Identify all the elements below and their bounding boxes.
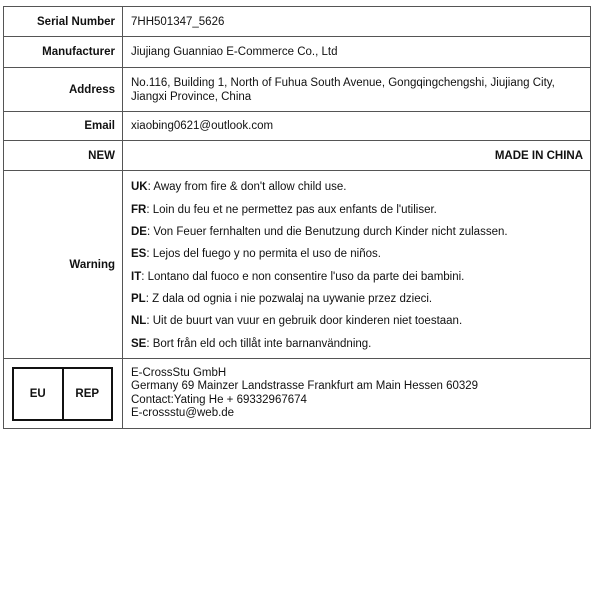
manufacturer-value: Jiujiang Guanniao E-Commerce Co., Ltd	[123, 37, 591, 68]
warning-code: DE	[131, 226, 147, 239]
serial-value: 7HH501347_5626	[123, 7, 591, 37]
warning-code: ES	[131, 248, 147, 261]
eu-rep-lines	[131, 367, 583, 421]
warning-line-se	[131, 337, 583, 351]
warning-text: : Away from fire & don't allow child use.	[147, 181, 347, 194]
eu-rep-email: E-crossstu@web.de	[131, 407, 235, 419]
warning-code: NL	[131, 315, 147, 328]
warning-line-it	[131, 270, 583, 284]
warning-line-nl	[131, 314, 583, 328]
warning-text: : Loin du feu et ne permettez pas aux enfants de l'utiliser.	[146, 203, 437, 216]
warning-text: : Lejos del fuego y no permita el uso de niños.	[146, 248, 381, 261]
eu-rep-company: E-CrossStu GmbH	[131, 366, 227, 379]
warning-list	[131, 178, 583, 350]
warning-code: SE	[131, 337, 147, 350]
warning-text: : Lontano dal fuoco e non consentire l'uso da parte dei bambini.	[141, 270, 465, 283]
warning-line-fr	[131, 203, 583, 217]
warning-code: IT	[131, 270, 142, 283]
manufacturer-label: Manufacturer	[4, 37, 123, 68]
warning-text: : Bort från eld och tillåt inte barnanvändning.	[146, 337, 372, 350]
eu-rep-details	[123, 359, 591, 429]
eu-rep-address: Germany 69 Mainzer Landstrasse Frankfurt am Main Hessen 60329	[131, 380, 479, 392]
warning-line-es	[131, 247, 583, 261]
warning-label: Warning	[4, 171, 123, 359]
serial-label: Serial Number	[4, 7, 123, 37]
warning-row	[4, 171, 591, 359]
warning-line-de	[131, 225, 583, 239]
email-row	[4, 112, 591, 141]
warning-code: PL	[131, 292, 146, 305]
eu-box: EU	[14, 369, 64, 419]
warning-code: FR	[131, 203, 147, 216]
warning-text: : Z dala od ognia i nie pozwalaj na uywanie przez dzieci.	[145, 292, 433, 305]
eu-rep-symbol	[12, 367, 113, 421]
warning-code: UK	[131, 181, 148, 194]
new-row	[4, 141, 591, 171]
email-value: xiaobing0621@outlook.com	[123, 112, 591, 141]
eu-rep-contact: Contact:Yating He + 69332967674	[131, 393, 307, 406]
serial-row	[4, 7, 591, 37]
warning-text: : Uit de buurt van vuur en gebruik door kinderen niet toestaan.	[146, 315, 463, 328]
warning-cell	[123, 171, 591, 359]
email-label: Email	[4, 112, 123, 141]
eu-rep-symbol-cell	[4, 359, 123, 429]
product-label-table	[3, 6, 591, 429]
warning-text: : Von Feuer fernhalten und die Benutzung durch Kinder nicht zulassen.	[146, 226, 508, 239]
eu-rep-row	[4, 359, 591, 429]
warning-line-pl	[131, 292, 583, 306]
address-row	[4, 68, 591, 112]
manufacturer-row	[4, 37, 591, 68]
made-in-text: MADE IN CHINA	[494, 149, 583, 162]
origin-cell	[123, 141, 591, 171]
warning-line-uk	[131, 180, 583, 194]
rep-box: REP	[75, 387, 100, 400]
new-label: NEW	[4, 141, 123, 171]
address-label: Address	[4, 68, 123, 112]
address-value: No.116, Building 1, North of Fuhua South Avenue, Gongqingchengshi, Jiujiang City, Jiangxi Province, China	[123, 68, 591, 112]
